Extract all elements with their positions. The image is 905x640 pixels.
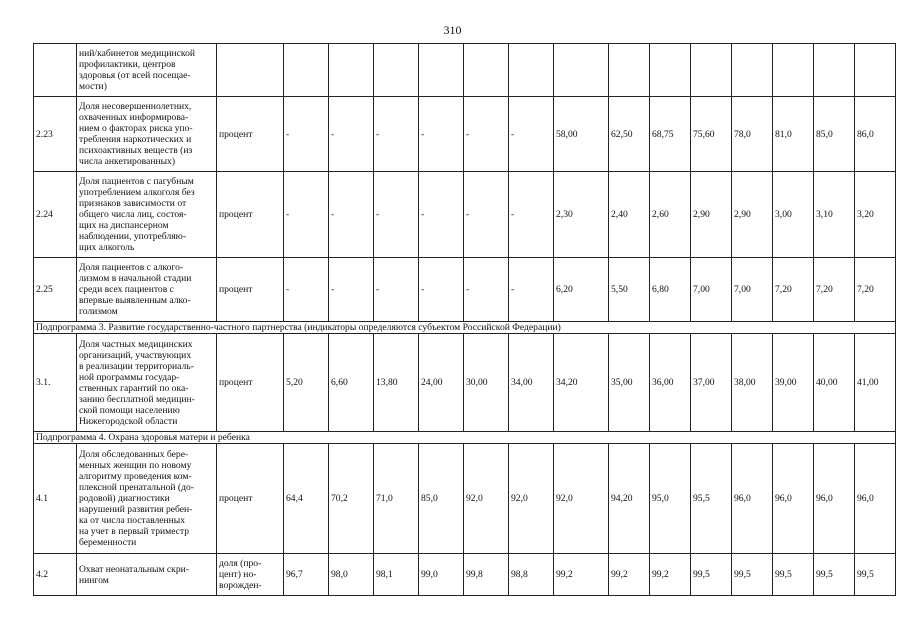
indicator-value: 92,0 — [464, 444, 509, 554]
indicator-unit: процент — [217, 258, 284, 322]
indicator-value: 2,90 — [732, 172, 773, 258]
indicator-value: 2,60 — [650, 172, 691, 258]
table-row — [34, 554, 896, 596]
indicator-value — [554, 44, 609, 97]
indicator-code: 3.1. — [34, 334, 77, 432]
indicator-value — [284, 44, 329, 97]
indicator-value: 3,20 — [855, 172, 896, 258]
indicator-value: 96,0 — [732, 444, 773, 554]
indicator-value — [814, 44, 855, 97]
table-row — [34, 44, 896, 97]
indicator-value: 30,00 — [464, 334, 509, 432]
indicator-value: 13,80 — [374, 334, 419, 432]
indicator-name: Охват неонатальным скри- нингом — [77, 554, 217, 596]
indicator-code: 2.24 — [34, 172, 77, 258]
indicator-value: - — [464, 258, 509, 322]
indicator-value: 7,20 — [855, 258, 896, 322]
section-row — [34, 432, 896, 444]
indicator-value: 64,4 — [284, 444, 329, 554]
indicator-value: 99,5 — [691, 554, 732, 596]
indicator-value — [609, 44, 650, 97]
indicator-value: 34,00 — [509, 334, 554, 432]
indicator-value: 62,50 — [609, 97, 650, 172]
indicator-value: 34,20 — [554, 334, 609, 432]
indicator-value: - — [464, 172, 509, 258]
indicator-value — [732, 44, 773, 97]
indicator-code: 4.1 — [34, 444, 77, 554]
indicator-value: 86,0 — [855, 97, 896, 172]
indicator-value: 98,8 — [509, 554, 554, 596]
indicator-value: 71,0 — [374, 444, 419, 554]
indicator-code: 4.2 — [34, 554, 77, 596]
indicator-value: 7,00 — [732, 258, 773, 322]
indicator-value: 6,20 — [554, 258, 609, 322]
indicator-value: 96,0 — [814, 444, 855, 554]
indicator-code: 2.25 — [34, 258, 77, 322]
indicator-value: 39,00 — [773, 334, 814, 432]
indicator-name: ний/кабинетов медицинской профилактики, центров здоровья (от всей посещае- мости) — [77, 44, 217, 97]
indicator-value — [374, 44, 419, 97]
indicator-value: 41,00 — [855, 334, 896, 432]
indicator-value: 96,0 — [855, 444, 896, 554]
section-title: Подпрограмма 3. Развитие государственно-частного партнерства (индикаторы определяются субъектом Российской Федерации) — [34, 322, 896, 334]
indicator-value — [419, 44, 464, 97]
indicator-value: - — [284, 97, 329, 172]
indicator-value: 35,00 — [609, 334, 650, 432]
indicator-value: 78,0 — [732, 97, 773, 172]
indicator-value: - — [419, 97, 464, 172]
indicator-value — [691, 44, 732, 97]
indicator-value: 37,00 — [691, 334, 732, 432]
indicator-value: 5,50 — [609, 258, 650, 322]
indicator-value: 95,0 — [650, 444, 691, 554]
indicator-value — [509, 44, 554, 97]
indicator-value: - — [419, 258, 464, 322]
indicator-unit: процент — [217, 97, 284, 172]
indicator-value: 3,00 — [773, 172, 814, 258]
indicator-name: Доля обследованных бере- менных женщин по новому алгоритму проведения ком- плексной пренатальной (до- родовой) диагностики нарушений развития ребен- ка от числа поставленных на учет в первый триместр беременности — [77, 444, 217, 554]
indicator-name: Доля пациентов с пагубным употреблением алкоголя без признаков зависимости от общего числа лиц, состоя- щих на диспансерном наблюдении, употребляю- щих алкоголь — [77, 172, 217, 258]
indicator-value: 24,00 — [419, 334, 464, 432]
indicator-value: 99,2 — [650, 554, 691, 596]
indicator-value: - — [284, 258, 329, 322]
indicator-unit: доля (про- цент) но- ворожден- — [217, 554, 284, 596]
table-row — [34, 172, 896, 258]
indicator-value: 85,0 — [814, 97, 855, 172]
indicator-value: - — [509, 258, 554, 322]
indicator-value: 96,0 — [773, 444, 814, 554]
indicator-value: - — [329, 258, 374, 322]
indicator-value: - — [329, 97, 374, 172]
table-row — [34, 97, 896, 172]
indicator-value: 36,00 — [650, 334, 691, 432]
indicator-unit: процент — [217, 444, 284, 554]
indicator-table — [33, 43, 896, 596]
indicator-name: Доля несовершеннолетних, охваченных информирова- нием о факторах риска упо- требления наркотических и психоактивных веществ (из числа анкетированных) — [77, 97, 217, 172]
indicator-name: Доля частных медицинских организаций, участвующих в реализации территориаль- ной программы государ- ственных гарантий по ока- занию бесплатной медицин- ской помощи населению Нижегородской области — [77, 334, 217, 432]
indicator-value: - — [509, 97, 554, 172]
indicator-value: 38,00 — [732, 334, 773, 432]
indicator-value: 81,0 — [773, 97, 814, 172]
indicator-value: - — [509, 172, 554, 258]
indicator-value: 99,5 — [814, 554, 855, 596]
indicator-value: 98,0 — [329, 554, 374, 596]
indicator-value: 2,30 — [554, 172, 609, 258]
indicator-value: 99,5 — [773, 554, 814, 596]
section-row — [34, 322, 896, 334]
indicator-code — [34, 44, 77, 97]
indicator-value — [329, 44, 374, 97]
indicator-value — [464, 44, 509, 97]
table-row — [34, 258, 896, 322]
indicator-value: 96,7 — [284, 554, 329, 596]
indicator-value: 95,5 — [691, 444, 732, 554]
indicator-value: 98,1 — [374, 554, 419, 596]
indicator-value: 40,00 — [814, 334, 855, 432]
indicator-value: 92,0 — [554, 444, 609, 554]
indicator-value: 6,80 — [650, 258, 691, 322]
table-row — [34, 444, 896, 554]
indicator-value: - — [419, 172, 464, 258]
indicator-value: 99,5 — [855, 554, 896, 596]
indicator-value: 99,5 — [732, 554, 773, 596]
indicator-value: 70,2 — [329, 444, 374, 554]
page-number: 310 — [443, 23, 462, 37]
indicator-value: - — [464, 97, 509, 172]
indicator-value: - — [374, 97, 419, 172]
indicator-value: 7,20 — [773, 258, 814, 322]
indicator-value: 85,0 — [419, 444, 464, 554]
indicator-value: 92,0 — [509, 444, 554, 554]
indicator-value: 99,8 — [464, 554, 509, 596]
indicator-value: 2,90 — [691, 172, 732, 258]
indicator-value: 58,00 — [554, 97, 609, 172]
indicator-value: - — [374, 258, 419, 322]
indicator-value: 3,10 — [814, 172, 855, 258]
indicator-value: 75,60 — [691, 97, 732, 172]
section-title: Подпрограмма 4. Охрана здоровья матери и ребенка — [34, 432, 896, 444]
indicator-value: - — [284, 172, 329, 258]
indicator-value: 68,75 — [650, 97, 691, 172]
indicator-code: 2.23 — [34, 97, 77, 172]
indicator-value — [773, 44, 814, 97]
indicator-value: 6,60 — [329, 334, 374, 432]
indicator-value: 5,20 — [284, 334, 329, 432]
indicator-value: - — [329, 172, 374, 258]
indicator-value: 99,2 — [609, 554, 650, 596]
indicator-value: - — [374, 172, 419, 258]
indicator-value: 7,00 — [691, 258, 732, 322]
indicator-unit — [217, 44, 284, 97]
indicator-value — [855, 44, 896, 97]
indicator-value: 2,40 — [609, 172, 650, 258]
indicator-value: 99,2 — [554, 554, 609, 596]
indicator-value: 7,20 — [814, 258, 855, 322]
indicator-value: 94,20 — [609, 444, 650, 554]
indicator-unit: процент — [217, 172, 284, 258]
indicator-value — [650, 44, 691, 97]
indicator-name: Доля пациентов с алкого- лизмом в начальной стадии среди всех пациентов с впервые выявленным алко- голизмом — [77, 258, 217, 322]
indicator-unit: процент — [217, 334, 284, 432]
indicator-value: 99,0 — [419, 554, 464, 596]
table-row — [34, 334, 896, 432]
